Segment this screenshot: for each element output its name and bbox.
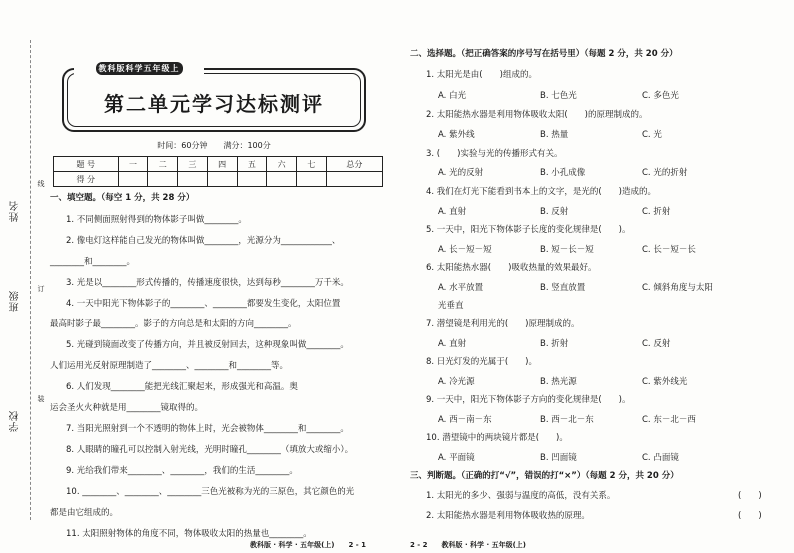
question: 7. 潜望镜是利用光的( )原理制成的。 bbox=[426, 319, 580, 329]
option-c: C. 紫外线光 bbox=[642, 377, 688, 387]
question-cont: 最高时影子最________。影子的方向总是和太阳的方向________。 bbox=[50, 319, 297, 329]
option-c: C. 多色光 bbox=[642, 91, 679, 101]
option-a: A. 西－南－东 bbox=[438, 415, 492, 425]
table-cell: 二 bbox=[148, 157, 178, 172]
option-b: B. 热量 bbox=[540, 130, 569, 140]
question: 2. 太阳能热水器是利用物体吸收热的原理。 bbox=[426, 511, 590, 521]
section-title: 一、填空题。（每空 1 分，共 28 分） bbox=[50, 193, 195, 203]
score-input-cell[interactable] bbox=[326, 172, 382, 187]
question: 4. 一天中阳光下物体影子的________、________都要发生变化，太阳位置 bbox=[66, 299, 341, 309]
table-cell: 题 号 bbox=[54, 157, 119, 172]
question-cont: 都是由它组成的。 bbox=[50, 508, 119, 518]
score-input-cell[interactable] bbox=[237, 172, 267, 187]
option-c: C. 折射 bbox=[642, 207, 671, 217]
binding-margin bbox=[0, 0, 48, 553]
option-c: C. 东－北－西 bbox=[642, 415, 696, 425]
score-input-cell[interactable] bbox=[267, 172, 297, 187]
score-input-cell[interactable] bbox=[148, 172, 178, 187]
table-cell: 四 bbox=[207, 157, 237, 172]
option-c: C. 倾斜角度与太阳 bbox=[642, 283, 713, 293]
option-c: C. 长－短－长 bbox=[642, 245, 696, 255]
option-b: B. 凹面镜 bbox=[540, 453, 577, 463]
answer-paren[interactable]: ( ) bbox=[738, 511, 762, 521]
question: 5. 光碰到镜面改变了传播方向，并且被反射回去，这种现象叫做________。 bbox=[66, 340, 349, 350]
question-cont: 人们运用光反射原理制造了________、________和________等。 bbox=[50, 361, 289, 371]
score-table bbox=[53, 156, 383, 187]
margin-mark: 线 bbox=[37, 180, 45, 187]
option-continuation: 光垂直 bbox=[438, 301, 464, 311]
option-b: B. 西－北－东 bbox=[540, 415, 594, 425]
table-cell: 六 bbox=[267, 157, 297, 172]
table-row bbox=[54, 172, 383, 187]
section-title: 三、判断题。（正确的打“√”，错误的打“×”）（每题 2 分，共 20 分） bbox=[410, 471, 679, 481]
option-a: A. 光的反射 bbox=[438, 168, 484, 178]
question: 5. 一天中，阳光下物体影子长度的变化规律是( )。 bbox=[426, 225, 631, 235]
option-b: B. 七色光 bbox=[540, 91, 577, 101]
page-footer: 教科版 · 科学 · 五年级(上) 2 - 1 bbox=[250, 541, 366, 549]
question: 8. 人眼睛的瞳孔可以控制入射光线，光明时瞳孔________（填放大或缩小）。 bbox=[66, 445, 354, 455]
question: 8. 日光灯发的光属于( )。 bbox=[426, 357, 537, 367]
option-c: C. 凸面镜 bbox=[642, 453, 679, 463]
table-cell: 一 bbox=[118, 157, 148, 172]
option-a: A. 冷光源 bbox=[438, 377, 475, 387]
question: 9. 光给我们带来________、________，我们的生活________。 bbox=[66, 466, 298, 476]
cut-line bbox=[30, 40, 31, 520]
option-b: B. 短－长－短 bbox=[540, 245, 594, 255]
option-a: A. 白光 bbox=[438, 91, 467, 101]
exam-meta: 时间：60分钟 满分：100分 bbox=[157, 141, 271, 150]
margin-mark: 装 bbox=[37, 395, 45, 402]
question: 4. 我们在灯光下能看到书本上的文字，是光的( )造成的。 bbox=[426, 187, 656, 197]
answer-paren[interactable]: ( ) bbox=[738, 491, 762, 501]
option-a: A. 长－短－短 bbox=[438, 245, 492, 255]
left-page bbox=[50, 0, 395, 553]
page-footer: 2 - 2 教科版 · 科学 · 五年级(上) bbox=[410, 541, 526, 549]
section-title: 二、选择题。（把正确答案的序号写在括号里）（每题 2 分，共 20 分） bbox=[410, 49, 678, 59]
option-c: C. 反射 bbox=[642, 339, 671, 349]
edition-badge: 教科版科学五年级上 bbox=[74, 60, 204, 76]
option-a: A. 平面镜 bbox=[438, 453, 475, 463]
margin-mark: 订 bbox=[37, 285, 45, 292]
question: 3. 光是以________形式传播的，传播速度很快，达到每秒________万千米。 bbox=[66, 278, 349, 288]
score-input-cell[interactable] bbox=[207, 172, 237, 187]
table-row bbox=[54, 157, 383, 172]
right-page bbox=[410, 0, 790, 553]
question: 6. 人们发现________能把光线汇聚起来，形成强光和高温。奥 bbox=[66, 382, 298, 392]
option-b: B. 热光源 bbox=[540, 377, 577, 387]
question: 2. 像电灯这样能自己发光的物体叫做________，光源分为____________、 bbox=[66, 236, 341, 246]
question-cont: 运会圣火火种就是用________镜取得的。 bbox=[50, 403, 204, 413]
option-a: A. 直射 bbox=[438, 339, 467, 349]
option-c: C. 光 bbox=[642, 130, 662, 140]
question: 7. 当阳光照射到一个不透明的物体上时，光会被物体________和________。 bbox=[66, 424, 349, 434]
question: 9. 一天中，阳光下物体影子方向的变化规律是( )。 bbox=[426, 395, 631, 405]
option-b: B. 竖直放置 bbox=[540, 283, 586, 293]
score-input-cell[interactable] bbox=[178, 172, 208, 187]
option-c: C. 光的折射 bbox=[642, 168, 688, 178]
option-b: B. 折射 bbox=[540, 339, 569, 349]
name-label: 姓名 bbox=[10, 200, 21, 222]
question: 10. ________、________、________三色光被称为光的三原色，其它颜色的光 bbox=[66, 487, 355, 497]
table-cell: 总分 bbox=[326, 157, 382, 172]
question: 6. 太阳能热水器( )吸收热量的效果最好。 bbox=[426, 263, 597, 273]
score-input-cell[interactable] bbox=[118, 172, 148, 187]
school-label: 学校 bbox=[10, 410, 21, 432]
option-a: A. 水平放置 bbox=[438, 283, 484, 293]
score-input-cell[interactable] bbox=[297, 172, 327, 187]
question: 1. 不同侧面照射得到的物体影子叫做________。 bbox=[66, 215, 247, 225]
option-a: A. 紫外线 bbox=[438, 130, 475, 140]
table-cell: 五 bbox=[237, 157, 267, 172]
question: 11. 太阳照射物体的角度不同，物体吸收太阳的热量也________。 bbox=[66, 529, 312, 539]
page-title: 第二单元学习达标测评 bbox=[104, 92, 324, 116]
option-a: A. 直射 bbox=[438, 207, 467, 217]
question: 2. 太阳能热水器是利用物体吸收太阳( )的原理制成的。 bbox=[426, 110, 648, 120]
class-label: 班级 bbox=[10, 290, 21, 312]
option-b: B. 反射 bbox=[540, 207, 569, 217]
question: 10. 潜望镜中的两块镜片都是( )。 bbox=[426, 433, 568, 443]
question: 1. 太阳光的多少、强弱与温度的高低，没有关系。 bbox=[426, 491, 616, 501]
table-cell: 七 bbox=[297, 157, 327, 172]
option-b: B. 小孔成像 bbox=[540, 168, 586, 178]
question-cont: ________和________。 bbox=[50, 257, 136, 267]
question: 3. ( )实验与光的传播形式有关。 bbox=[426, 149, 563, 159]
table-cell: 三 bbox=[178, 157, 208, 172]
question: 1. 太阳光是由( )组成的。 bbox=[426, 70, 537, 80]
table-cell: 得 分 bbox=[54, 172, 119, 187]
